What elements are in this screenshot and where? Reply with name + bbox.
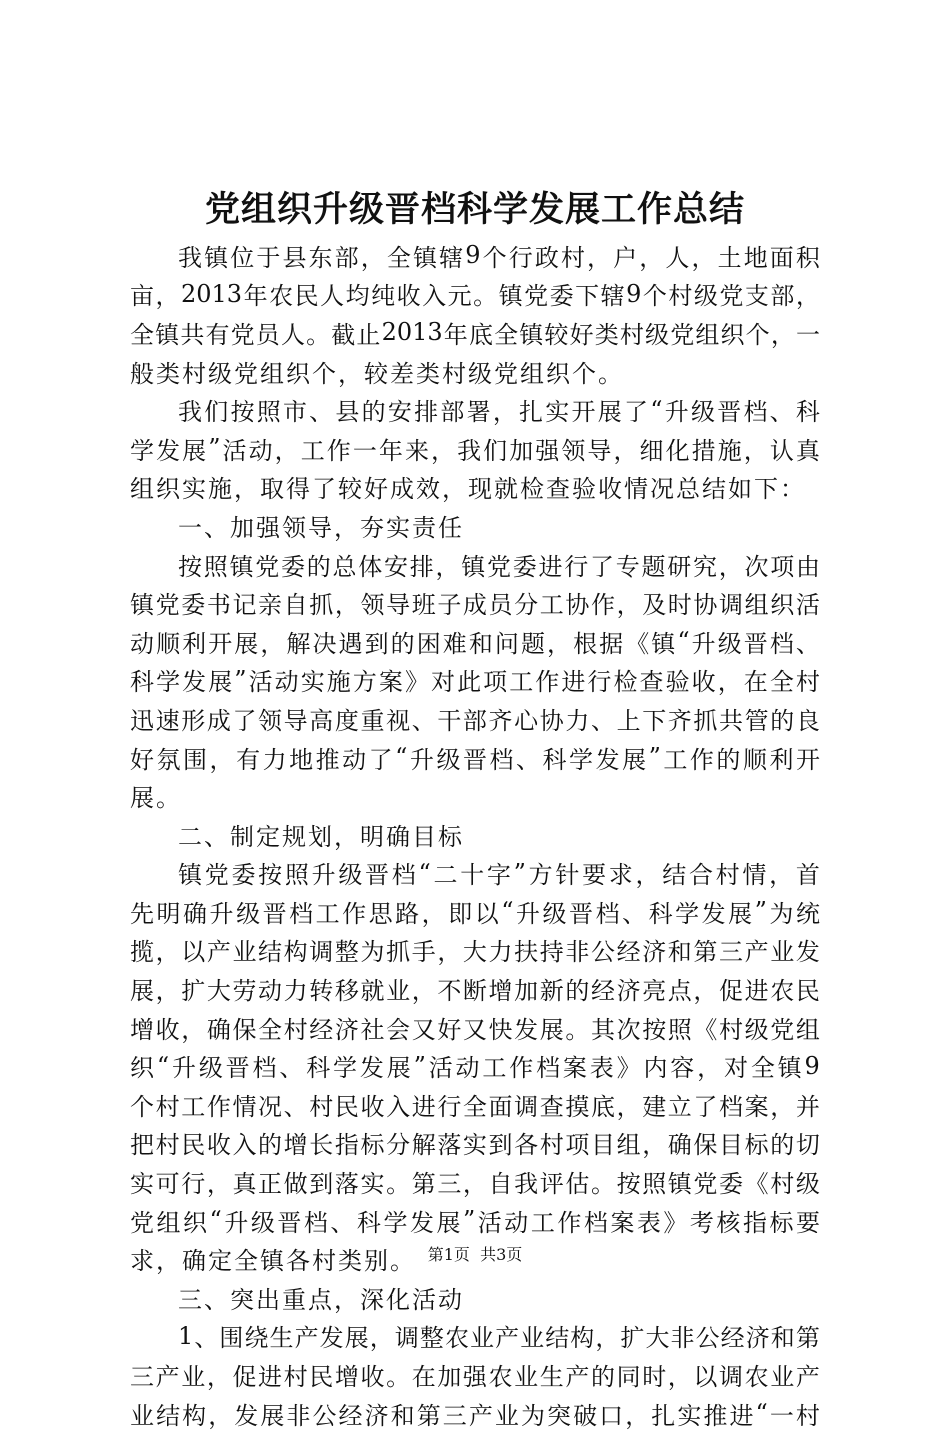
paragraph-line: 织 “ 升 级 晋 档 、 科 学 发 展 ” 活 动 工 作 档 案 表 》 内 容 ， 对 全 镇 9 <box>130 1051 820 1083</box>
page-footer: 第1页 共3页 <box>427 1245 523 1264</box>
paragraph-line: 镇 党 委 按 照 升 级 晋 档 “ 二 十 字 ” 方 针 要 求 ， 结 合 村 情 ， 首 <box>178 858 820 890</box>
paragraph-line: 先 明 确 升 级 晋 档 工 作 思 路 ， 即 以 “ 升 级 晋 档 、 科 学 发 展 ” 为 统 <box>130 897 820 928</box>
paragraph-line: 我 们 按 照 市 、 县 的 安 排 部 署 ， 扎 实 开 展 了 “ 升 级 晋 档 、 科 <box>178 395 820 427</box>
section-heading: 三、突出重点，深化活动 <box>178 1285 464 1314</box>
paragraph-line: 三 产 业 ， 促 进 村 民 增 收 。 在 加 强 农 业 生 产 的 同 时 ， 以 调 农 业 产 <box>130 1363 820 1392</box>
paragraph-line: 1 、 围 绕 生 产 发 展 ， 调 整 农 业 产 业 结 构 ， 扩 大 非 公 经 济 和 第 <box>178 1321 820 1353</box>
paragraph-line: 党 组 织 “ 升 级 晋 档 、 科 学 发 展 ” 活 动 工 作 档 案 表 》 考 核 指 标 要 <box>130 1206 820 1237</box>
paragraph-line: 全 镇 共 有 党 员 人 。 截 止 2013 年 底 全 镇 较 好 类 村 级 党 组 织 个 ， 一 <box>130 318 820 349</box>
paragraph-line: 增 收 ， 确 保 全 村 经 济 社 会 又 好 又 快 发 展 。 其 次 按 照 《 村 级 党 组 <box>130 1015 820 1044</box>
paragraph-line: 业 结 构 ， 发 展 非 公 经 济 和 第 三 产 业 为 突 破 口 ， 扎 实 推 进 “ 一 村 <box>130 1399 820 1430</box>
paragraph-line: 组织实施，取得了较好成效，现就检查验收情况总结如下： <box>130 475 806 504</box>
paragraph-line: 迅 速 形 成 了 领 导 高 度 重 视 、 干 部 齐 心 协 力 、 上 下 齐 抓 共 管 的 良 <box>130 706 820 735</box>
paragraph-line: 亩 ， 2013 年 农 民 人 均 纯 收 入 元 。 镇 党 委 下 辖 9 个 村 级 党 支 部 ， <box>130 279 820 311</box>
paragraph-line: 展 ， 扩 大 劳 动 力 转 移 就 业 ， 不 断 增 加 新 的 经 济 亮 点 ， 促 进 农 民 <box>130 977 820 1006</box>
paragraph-line: 学 发 展 ” 活 动 ， 工 作 一 年 来 ， 我 们 加 强 领 导 ， 细 化 措 施 ， 认 真 <box>130 434 820 465</box>
paragraph-line: 按 照 镇 党 委 的 总 体 安 排 ， 镇 党 委 进 行 了 专 题 研 究 ， 次 项 由 <box>178 552 820 581</box>
section-heading: 二、制定规划，明确目标 <box>178 822 464 851</box>
paragraph-line: 镇 党 委 书 记 亲 自 抓 ， 领 导 班 子 成 员 分 工 协 作 ， 及 时 协 调 组 织 活 <box>130 591 820 620</box>
paragraph-line: 把 村 民 收 入 的 增 长 指 标 分 解 落 实 到 各 村 项 目 组 ， 确 保 目 标 的 切 <box>130 1131 820 1160</box>
section-heading: 一、加强领导，夯实责任 <box>178 513 464 542</box>
paragraph-line: 般类村级党组织个，较差类村级党组织个。 <box>130 359 624 388</box>
document-title: 党组织升级晋档科学发展工作总结 <box>204 189 745 230</box>
paragraph-line: 科 学 发 展 ” 活 动 实 施 方 案 》 对 此 项 工 作 进 行 检 查 验 收 ， 在 全 村 <box>130 665 820 697</box>
paragraph-line: 展。 <box>130 784 182 813</box>
paragraph-line: 求，确定全镇各村类别。 <box>130 1247 416 1276</box>
paragraph-line: 我 镇 位 于 县 东 部 ， 全 镇 辖 9 个 行 政 村 ， 户 ， 人 ， 土 地 面 积 <box>178 241 820 272</box>
paragraph-line: 好 氛 围 ， 有 力 地 推 动 了 “ 升 级 晋 档 、 科 学 发 展 ” 工 作 的 顺 利 开 <box>130 743 820 774</box>
paragraph-line: 个 村 工 作 情 况 、 村 民 收 入 进 行 全 面 调 查 摸 底 ， 建 立 了 档 案 ， 并 <box>130 1092 820 1121</box>
paragraph-line: 揽 ， 以 产 业 结 构 调 整 为 抓 手 ， 大 力 扶 持 非 公 经 济 和 第 三 产 业 发 <box>130 938 820 967</box>
paragraph-line: 实 可 行 ， 真 正 做 到 落 实 。 第 三 ， 自 我 评 估 。 按 照 镇 党 委 《 村 级 <box>130 1170 820 1199</box>
paragraph-line: 动 顺 利 开 展 ， 解 决 遇 到 的 困 难 和 问 题 ， 根 据 《 镇 “ 升 级 晋 档 、 <box>130 627 820 658</box>
